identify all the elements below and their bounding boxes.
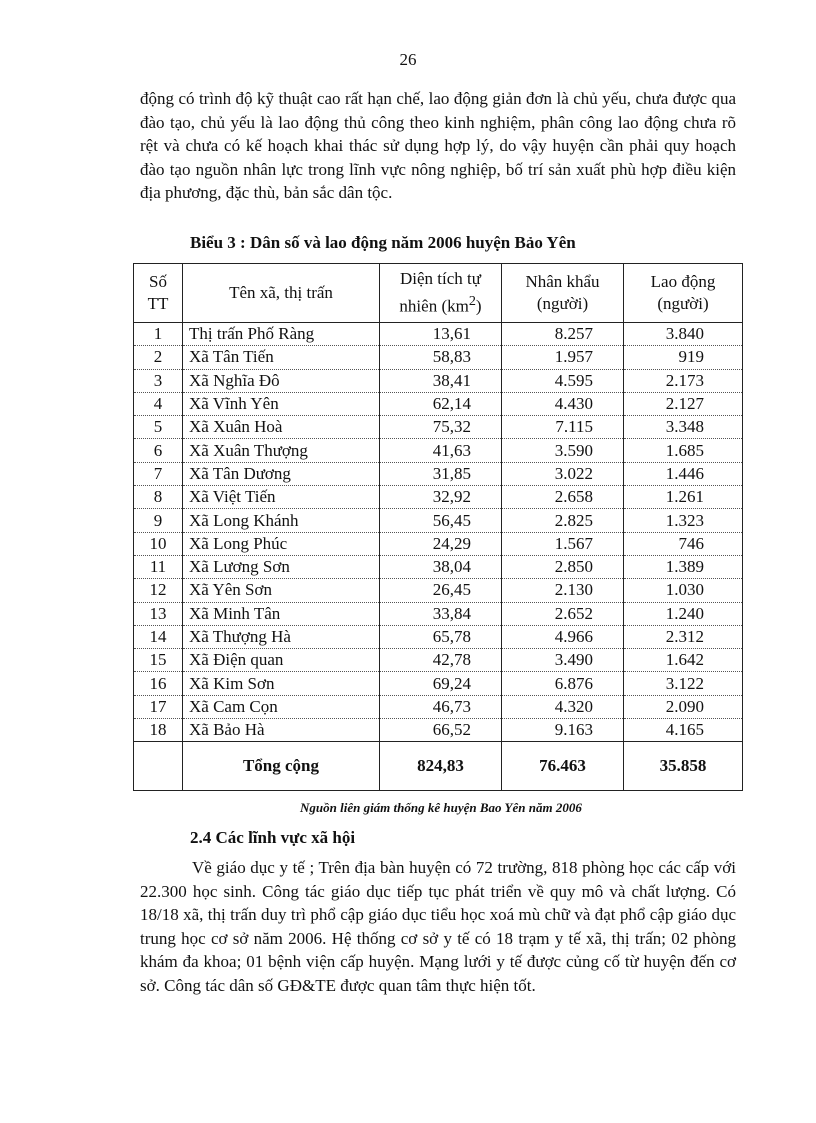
table-body bbox=[134, 323, 743, 742]
total-population: 76.463 bbox=[502, 742, 624, 791]
row-number: 2 bbox=[134, 346, 183, 369]
table-total-row bbox=[134, 742, 743, 791]
population-value: 4.430 bbox=[502, 392, 624, 415]
header-labor: Lao động (người) bbox=[624, 264, 743, 323]
header-no: Số TT bbox=[134, 264, 183, 323]
row-number: 13 bbox=[134, 602, 183, 625]
row-number: 7 bbox=[134, 462, 183, 485]
commune-name: Xã Vĩnh Yên bbox=[183, 392, 380, 415]
table-header-row bbox=[134, 264, 743, 323]
area-value: 69,24 bbox=[380, 672, 502, 695]
population-value: 6.876 bbox=[502, 672, 624, 695]
table-row bbox=[134, 509, 743, 532]
labor-value: 1.261 bbox=[624, 486, 743, 509]
row-number: 16 bbox=[134, 672, 183, 695]
header-area: Diện tích tự nhiên $(km^2)$ bbox=[380, 264, 502, 323]
labor-value: 1.030 bbox=[624, 579, 743, 602]
area-value: 41,63 bbox=[380, 439, 502, 462]
table-row bbox=[134, 579, 743, 602]
table-row bbox=[134, 532, 743, 555]
table-row bbox=[134, 602, 743, 625]
commune-name: Xã Kim Sơn bbox=[183, 672, 380, 695]
table-caption: Biểu 3 : Dân số và lao động năm 2006 huyện Bảo Yên bbox=[190, 233, 576, 252]
population-labor-table bbox=[133, 263, 743, 791]
area-value: 65,78 bbox=[380, 625, 502, 648]
population-value: 1.567 bbox=[502, 532, 624, 555]
table-row bbox=[134, 695, 743, 718]
area-value: 75,32 bbox=[380, 416, 502, 439]
population-value: 3.590 bbox=[502, 439, 624, 462]
labor-value: 3.122 bbox=[624, 672, 743, 695]
commune-name: Xã Cam Cọn bbox=[183, 695, 380, 718]
row-number: 4 bbox=[134, 392, 183, 415]
table-row bbox=[134, 649, 743, 672]
intro-paragraph: động có trình độ kỹ thuật cao rất hạn chế, lao động giản đơn là chủ yếu, chưa được qua đào tạo, chủ yếu là lao động thủ công theo kinh nghiệm, phân công lao động chưa rõ rệt và chưa có kế hoạch khai thác sử dụng hợp lý, do vậy huyện cần phải quy hoạch đào tạo nguồn nhân lực trong lĩnh vực nông nghiệp, bố trí sản xuất phù hợp điều kiện địa phương, đặc thù, bản sắc dân tộc. bbox=[140, 89, 736, 202]
labor-value: 1.446 bbox=[624, 462, 743, 485]
area-value: 66,52 bbox=[380, 719, 502, 742]
total-no-cell bbox=[134, 742, 183, 791]
population-value: 8.257 bbox=[502, 323, 624, 346]
labor-value: 4.165 bbox=[624, 719, 743, 742]
population-value: 2.825 bbox=[502, 509, 624, 532]
commune-name: Xã Điện quan bbox=[183, 649, 380, 672]
commune-name: Xã Xuân Hoà bbox=[183, 416, 380, 439]
labor-value: 2.312 bbox=[624, 625, 743, 648]
commune-name: Xã Xuân Thượng bbox=[183, 439, 380, 462]
labor-value: 1.389 bbox=[624, 555, 743, 578]
section-paragraph: Về giáo dục y tế ; Trên địa bàn huyện có 72 trường, 818 phòng học các cấp với 22.300 học sinh. Công tác giáo dục tiếp tục phát triển về quy mô và chất lượng. Có 18/18 xã, thị trấn duy trì phổ cập giáo dục tiểu học xoá mù chữ và đạt phổ cập giáo dục trung học cơ sở năm 2006. Hệ thống cơ sở y tế có 18 trạm y tế xã, thị trấn; 02 phòng khám đa khoa; 01 bệnh viện cấp huyện. Mạng lưới y tế được củng cố từ huyện đến cơ sở. Công tác dân số GĐ&TE được quan tâm thực hiện tốt. bbox=[140, 858, 736, 995]
area-value: 24,29 bbox=[380, 532, 502, 555]
row-number: 5 bbox=[134, 416, 183, 439]
area-value: 13,61 bbox=[380, 323, 502, 346]
header-name: Tên xã, thị trấn bbox=[183, 264, 380, 323]
table-row bbox=[134, 462, 743, 485]
table-row bbox=[134, 392, 743, 415]
commune-name: Xã Việt Tiến bbox=[183, 486, 380, 509]
area-value: 38,04 bbox=[380, 555, 502, 578]
table-row bbox=[134, 439, 743, 462]
page-number: 26 bbox=[399, 50, 417, 69]
labor-value: 3.348 bbox=[624, 416, 743, 439]
table-row bbox=[134, 369, 743, 392]
area-value: 58,83 bbox=[380, 346, 502, 369]
table-row bbox=[134, 625, 743, 648]
labor-value: 2.090 bbox=[624, 695, 743, 718]
population-value: 9.163 bbox=[502, 719, 624, 742]
commune-name: Xã Thượng Hà bbox=[183, 625, 380, 648]
row-number: 11 bbox=[134, 555, 183, 578]
labor-value: 1.323 bbox=[624, 509, 743, 532]
source-note: Nguồn liên giám thống kê huyện Bao Yên năm 2006 bbox=[300, 800, 582, 815]
commune-name: Xã Lương Sơn bbox=[183, 555, 380, 578]
row-number: 18 bbox=[134, 719, 183, 742]
commune-name: Xã Minh Tân bbox=[183, 602, 380, 625]
population-value: 4.320 bbox=[502, 695, 624, 718]
population-value: 2.658 bbox=[502, 486, 624, 509]
commune-name: Xã Long Phúc bbox=[183, 532, 380, 555]
area-value: 46,73 bbox=[380, 695, 502, 718]
labor-value: 1.685 bbox=[624, 439, 743, 462]
population-value: 4.966 bbox=[502, 625, 624, 648]
labor-value: 919 bbox=[624, 346, 743, 369]
population-value: 1.957 bbox=[502, 346, 624, 369]
area-value: 26,45 bbox=[380, 579, 502, 602]
labor-value: 746 bbox=[624, 532, 743, 555]
commune-name: Xã Yên Sơn bbox=[183, 579, 380, 602]
population-value: 2.850 bbox=[502, 555, 624, 578]
commune-name: Xã Nghĩa Đô bbox=[183, 369, 380, 392]
population-value: 2.130 bbox=[502, 579, 624, 602]
labor-value: 1.240 bbox=[624, 602, 743, 625]
commune-name: Xã Long Khánh bbox=[183, 509, 380, 532]
area-value: 42,78 bbox=[380, 649, 502, 672]
table-row bbox=[134, 672, 743, 695]
population-value: 3.022 bbox=[502, 462, 624, 485]
area-value: 38,41 bbox=[380, 369, 502, 392]
commune-name: Xã Tân Dương bbox=[183, 462, 380, 485]
row-number: 14 bbox=[134, 625, 183, 648]
table-row bbox=[134, 346, 743, 369]
table-row bbox=[134, 323, 743, 346]
labor-value: 1.642 bbox=[624, 649, 743, 672]
header-population: Nhân khẩu (người) bbox=[502, 264, 624, 323]
total-area: 824,83 bbox=[380, 742, 502, 791]
population-value: 2.652 bbox=[502, 602, 624, 625]
area-value: 56,45 bbox=[380, 509, 502, 532]
area-value: 62,14 bbox=[380, 392, 502, 415]
labor-value: 2.127 bbox=[624, 392, 743, 415]
row-number: 9 bbox=[134, 509, 183, 532]
row-number: 1 bbox=[134, 323, 183, 346]
table-row bbox=[134, 416, 743, 439]
row-number: 8 bbox=[134, 486, 183, 509]
row-number: 12 bbox=[134, 579, 183, 602]
area-value: 31,85 bbox=[380, 462, 502, 485]
labor-value: 3.840 bbox=[624, 323, 743, 346]
row-number: 10 bbox=[134, 532, 183, 555]
row-number: 17 bbox=[134, 695, 183, 718]
row-number: 3 bbox=[134, 369, 183, 392]
row-number: 6 bbox=[134, 439, 183, 462]
total-label: Tổng cộng bbox=[183, 742, 380, 791]
commune-name: Xã Bảo Hà bbox=[183, 719, 380, 742]
table-row bbox=[134, 486, 743, 509]
section-heading: 2.4 Các lĩnh vực xã hội bbox=[190, 828, 356, 847]
table-row bbox=[134, 555, 743, 578]
labor-value: 2.173 bbox=[624, 369, 743, 392]
population-value: 4.595 bbox=[502, 369, 624, 392]
population-value: 7.115 bbox=[502, 416, 624, 439]
area-value: 33,84 bbox=[380, 602, 502, 625]
population-value: 3.490 bbox=[502, 649, 624, 672]
area-value: 32,92 bbox=[380, 486, 502, 509]
commune-name: Thị trấn Phố Ràng bbox=[183, 323, 380, 346]
total-labor: 35.858 bbox=[624, 742, 743, 791]
table-row bbox=[134, 719, 743, 742]
commune-name: Xã Tân Tiến bbox=[183, 346, 380, 369]
row-number: 15 bbox=[134, 649, 183, 672]
